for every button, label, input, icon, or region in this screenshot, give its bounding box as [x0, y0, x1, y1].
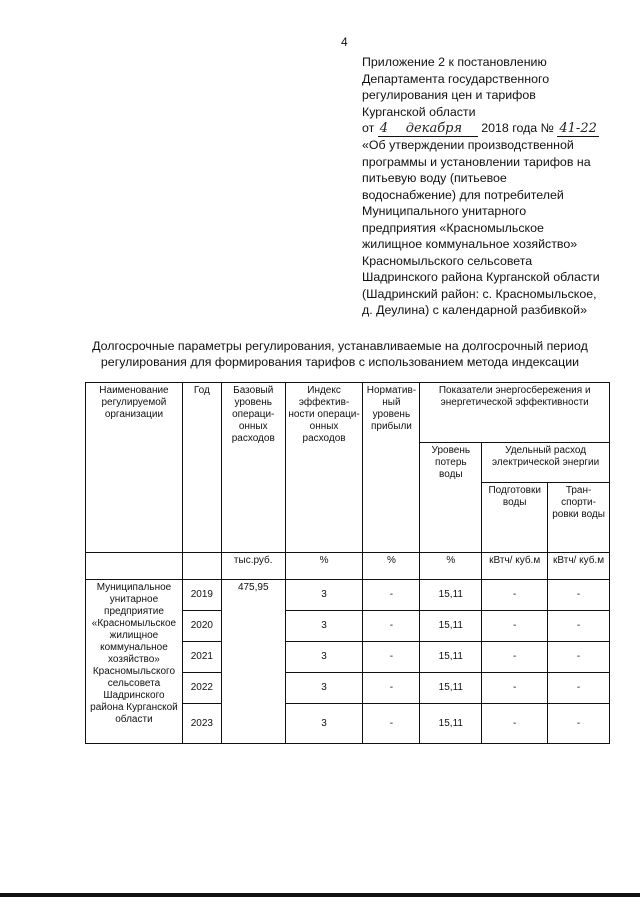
bottom-rule: [0, 893, 640, 897]
cell-losses: 15,11: [420, 611, 482, 642]
appendix-line: Департамента государственного: [362, 71, 550, 86]
handwritten-day: 4: [378, 122, 404, 137]
cell-norm: -: [363, 642, 420, 673]
year-text: 2018 года №: [481, 121, 554, 135]
cell-transport: -: [548, 704, 610, 744]
header-prep: Подготовки воды: [482, 483, 548, 553]
heading-line: регулирования для формирования тарифов с использованием метода индексации: [100, 355, 580, 369]
cell-index: 3: [285, 642, 363, 673]
header-year: Год: [182, 383, 221, 553]
unit-index: %: [285, 553, 363, 580]
header-index: Индекс эффектив-ности операци-онных расходов: [285, 383, 363, 553]
appendix-title-line: водоснабжение) для потребителей: [362, 187, 564, 202]
org-name: Муниципальное унитарное предприятие «Красномыльское жилищное коммунальное хозяйство» Красномыльского сельсовета Шадринского района Курганской области: [86, 580, 183, 744]
cell-year: 2023: [182, 704, 221, 744]
cell-prep: -: [482, 611, 548, 642]
appendix-title-line: Муниципального унитарного: [362, 204, 527, 218]
cell-norm: -: [363, 673, 420, 704]
appendix-title-line: д. Деулина) с календарной разбивкой»: [362, 303, 587, 317]
unit-prep: кВтч/ куб.м: [482, 553, 548, 580]
header-transport: Тран-спорти-ровки воды: [548, 483, 610, 553]
cell-losses: 15,11: [420, 704, 482, 744]
appendix-title-line: программы и установлении тарифов на: [362, 154, 591, 169]
unit-empty: [86, 553, 183, 580]
unit-losses: %: [420, 553, 482, 580]
unit-base: тыс.руб.: [221, 553, 285, 580]
header-base: Базовый уровень операци-онных расходов: [221, 383, 285, 553]
appendix-title-line: (Шадринский район: с. Красномыльское,: [362, 286, 597, 301]
cell-year: 2019: [182, 580, 221, 611]
unit-empty: [182, 553, 221, 580]
cell-norm: -: [363, 580, 420, 611]
appendix-line: Курганской области: [362, 104, 476, 119]
handwritten-number: 41-22: [559, 121, 597, 136]
appendix-title-line: питьевую воду (питьевое: [362, 171, 507, 185]
cell-index: 3: [285, 673, 363, 704]
cell-prep: -: [482, 642, 548, 673]
appendix-line: регулирования цен и тарифов: [362, 88, 536, 102]
cell-index: 3: [285, 704, 363, 744]
cell-year: 2021: [182, 642, 221, 673]
parameters-table: [85, 382, 610, 744]
cell-losses: 15,11: [420, 673, 482, 704]
appendix-block: [362, 54, 634, 319]
base-value: 475,95: [221, 580, 285, 744]
header-losses: Уровень потерь воды: [420, 443, 482, 553]
header-org: Наименование регулируемой организации: [86, 383, 183, 553]
cell-prep: -: [482, 704, 548, 744]
header-specific: Удельный расход электрической энергии: [482, 443, 610, 483]
cell-transport: -: [548, 580, 610, 611]
unit-norm: %: [363, 553, 420, 580]
appendix-title-line: Красномыльского сельсовета: [362, 253, 533, 268]
appendix-title-line: жилищное коммунальное хозяйство»: [362, 237, 578, 251]
appendix-title-line: Шадринского района Курганской области: [362, 270, 600, 284]
appendix-date-line: [362, 120, 634, 137]
cell-prep: -: [482, 580, 548, 611]
section-heading: [40, 338, 640, 370]
date-prefix: от: [362, 121, 375, 135]
unit-transport: кВтч/ куб.м: [548, 553, 610, 580]
appendix-title-line: предприятия «Красномыльское: [362, 220, 544, 235]
cell-transport: -: [548, 673, 610, 704]
appendix-line: Приложение 2 к постановлению: [362, 55, 547, 69]
cell-losses: 15,11: [420, 580, 482, 611]
table-row: [86, 580, 610, 611]
cell-norm: -: [363, 611, 420, 642]
cell-losses: 15,11: [420, 642, 482, 673]
handwritten-month: декабря: [404, 122, 478, 137]
heading-line: Долгосрочные параметры регулирования, устанавливаемые на долгосрочный период: [92, 339, 588, 353]
cell-prep: -: [482, 673, 548, 704]
cell-index: 3: [285, 611, 363, 642]
header-norm: Норматив-ный уровень прибыли: [363, 383, 420, 553]
cell-index: 3: [285, 580, 363, 611]
appendix-title-line: «Об утверждении производственной: [362, 138, 574, 152]
cell-year: 2022: [182, 673, 221, 704]
cell-transport: -: [548, 642, 610, 673]
cell-year: 2020: [182, 611, 221, 642]
page-number: 4: [341, 35, 348, 49]
header-energy: Показатели энергосбережения и энергетической эффективности: [420, 383, 610, 443]
cell-transport: -: [548, 611, 610, 642]
cell-norm: -: [363, 704, 420, 744]
